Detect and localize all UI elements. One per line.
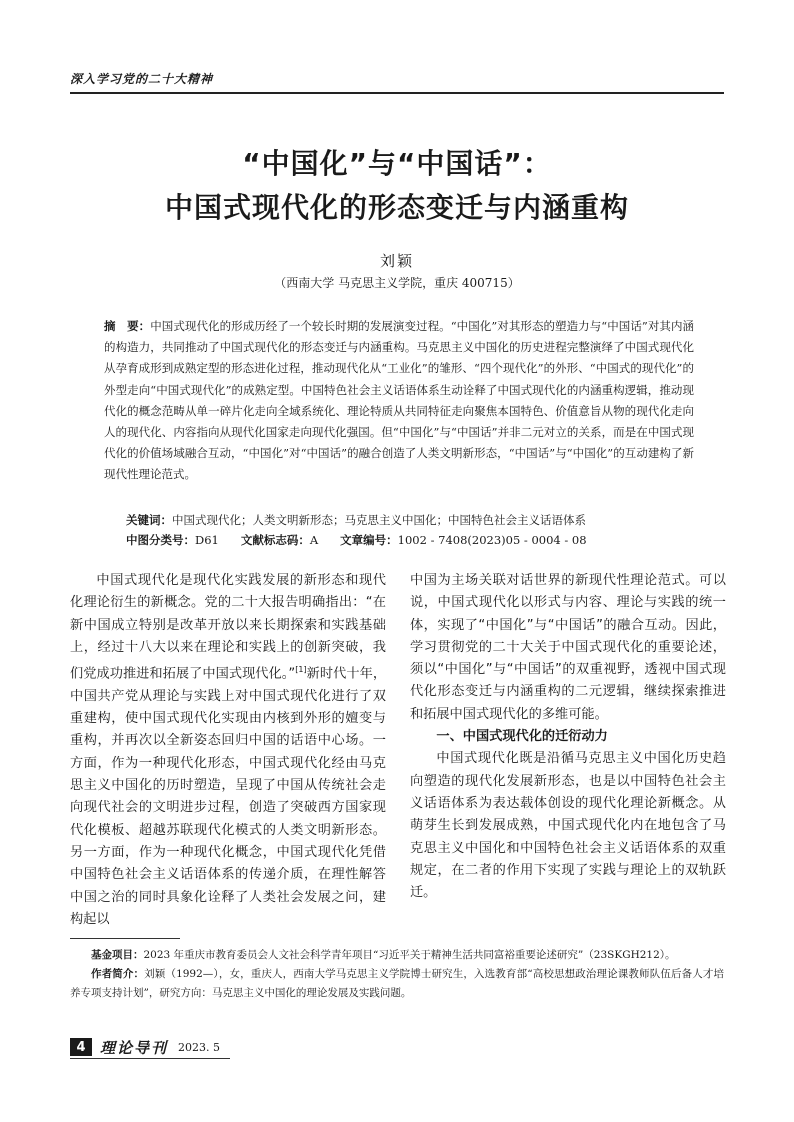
running-header (70, 66, 724, 94)
body-text: 中国式现代化是现代化实践发展的新形态和现代化理论衍生的新概念。党的二十大报告明确指出：“在新中国成立特别是改革开放以来长期探索和实践基础上，经过十八大以来在理论和实践上的创新突破，我们党成功推进和拓展了中国式现代化。” (70, 573, 386, 682)
issue-number: 2023. 5 (178, 1040, 221, 1054)
abstract-label: 摘 要： (104, 319, 151, 333)
page-footer (70, 1036, 230, 1059)
footnotes (70, 946, 724, 1003)
bio-label: 作者简介： (91, 968, 145, 980)
clc-label: 中图分类号： (126, 533, 195, 547)
article-title-line-2: 中国式现代化的形态变迁与内涵重构 (164, 191, 629, 224)
section-heading: 一、中国式现代化的迁衍动力 (436, 729, 608, 745)
fund-note (70, 946, 724, 965)
keywords (126, 510, 716, 530)
body-paragraph: 中国为主场关联对话世界的新现代性理论范式。可以说，中国式现代化以形式与内容、理论与实践的统一体，实现了“中国化”与“中国话”的融合互动。因此，学习贯彻党的二十大关于中国式现代化的重要论述，须以“中国化”与“中国话”的双重视野，透视中国式现代化形态变迁与内涵重构的二元逻辑，继续探索推进和拓展中国式现代化的多维可能。 (410, 573, 726, 722)
author-name: 刘颖 (379, 252, 414, 270)
keywords-text: 中国式现代化；人类文明新形态；马克思主义中国化；中国特色社会主义话语体系 (172, 513, 586, 527)
abstract-text: 中国式现代化的形成历经了一个较长时期的发展演变过程。“中国化”对其形态的塑造力与“中国话”对其内涵的构造力，共同推动了中国式现代化的形态变迁与内涵重构。马克思主义中国化的历史进程完整演绎了中国式现代化从孕育成形到成熟定型的形态进化过程，推动现代化从“工业化”的雏形、“四个现代化”的外形、“中国式的现代化”的外型走向“中国式现代化”的成熟定型。中国特色社会主义话语体系生动诠释了中国式现代化的内涵重构逻辑，推动现代化的概念范畴从单一碎片化走向全域系统化、理论特质从共同特征走向聚焦本国特色、价值意旨从物的现代化走向人的现代化、内容指向从现代化国家走向现代化强国。但“中国化”与“中国话”并非二元对立的关系，而是在中国式现代化的价值场域融合互动，“中国化”对“中国话”的融合创造了人类文明新形态，“中国话”与“中国化”的互动建构了新现代性理论范式。 (104, 319, 695, 482)
classification-line (126, 530, 716, 550)
journal-name: 理论导刊 (100, 1038, 169, 1057)
keywords-label: 关键词： (126, 513, 172, 527)
footnote-divider (70, 938, 180, 939)
clc-value: D61 (195, 533, 219, 547)
doc-code-label: 文献标志码： (240, 533, 310, 547)
body-paragraph: 中国式现代化既是沿循马克思主义中国化历史趋向塑造的现代化发展新形态，也是以中国特色社会主义话语体系为表达载体创设的现代化理论新概念。从萌芽生长到发展成熟，中国式现代化内在地包含了马克思主义中国化和中国特色社会主义话语体系的双重规定，在二者的作用下实现了实践与理论上的双轨跃迁。 (410, 751, 726, 901)
bio-text: 刘颖（1992—），女，重庆人，西南大学马克思主义学院博士研究生，入选教育部“高校思想政治理论课教师队伍后备人才培养专项支持计划”，研究方向：马克思主义中国化的理论发展及实践问题。 (70, 968, 724, 999)
author-bio-note (70, 965, 724, 1003)
body-column-left (70, 570, 386, 931)
fund-label: 基金项目： (91, 949, 144, 961)
reference-marker[interactable]: [1] (295, 665, 307, 675)
doc-code-value: A (309, 533, 319, 547)
fund-text: 2023 年重庆市教育委员会人文社会科学青年项目“习近平关于精神生活共同富裕重要论述研究”（23SKGH212）。 (143, 949, 676, 961)
abstract (104, 316, 694, 486)
article-number-label: 文章编号： (340, 533, 398, 547)
body-text: 新时代十年，中国共产党从理论与实践上对中国式现代化进行了双重建构，使中国式现代化实现由内核到外形的嬗变与重构，并再次以全新姿态回归中国的话语中心场。一方面，作为一种现代化形态，中国式现代化经由马克思主义中国化的历时塑造，呈现了中国从传统社会走向现代社会的文明进步过程，创造了突破西方国家现代化模板、超越苏联现代化模式的人类文明新形态。另一方面，作为一种现代化概念，中国式现代化凭借中国特色社会主义话语体系的传递介质，在理性解答中国之治的同时具象化诠释了人类社会发展之问，建构起以 (70, 666, 387, 927)
page-number: 4 (70, 1038, 92, 1056)
body-column-right (410, 570, 726, 904)
author-affiliation: （西南大学 马克思主义学院，重庆 400715） (274, 276, 520, 290)
running-head-text: 深入学习党的二十大精神 (70, 72, 214, 86)
body-paragraph (70, 570, 386, 931)
article-number-value: 1002 - 7408(2023)05 - 0004 - 08 (397, 533, 587, 547)
article-title-line-1: “中国化”与“中国话”： (242, 147, 552, 180)
